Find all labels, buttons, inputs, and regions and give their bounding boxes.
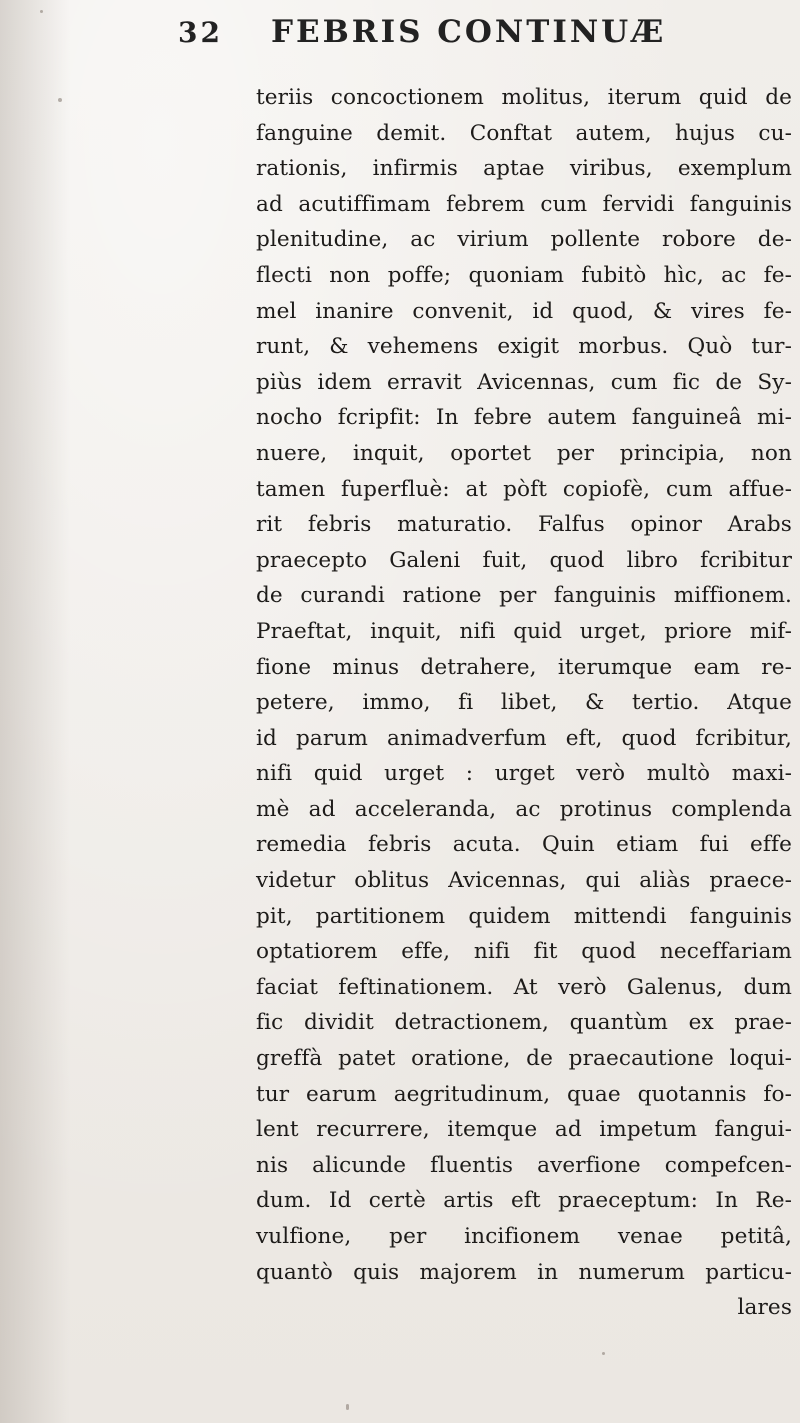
speck-mark — [40, 10, 43, 13]
text-line: nocho fcripfit: In febre autem fanguineâ mi- — [256, 405, 792, 431]
text-line: rationis, infirmis aptae viribus, exemplum — [256, 156, 792, 182]
text-line: rit febris maturatio. Falfus opinor Arabs — [256, 512, 792, 538]
text-line: plenitudine, ac virium pollente robore de- — [256, 227, 792, 253]
page-number: 32 — [178, 16, 223, 49]
speck-mark — [602, 1352, 605, 1355]
text-line: ad acutiffimam febrem cum fervidi fanguinis — [256, 191, 792, 217]
text-line: remedia febris acuta. Quin etiam fui effe — [256, 832, 792, 858]
text-line: dum. Id certè artis eft praeceptum: In Re- — [256, 1188, 792, 1214]
text-line: petere, immo, fi libet, & tertio. Atque — [256, 690, 792, 716]
text-line: nis alicunde fluentis averfione compefcen- — [256, 1152, 792, 1178]
speck-mark — [346, 1404, 349, 1410]
text-line: fanguine demit. Conftat autem, hujus cu- — [256, 120, 792, 146]
speck-mark — [58, 98, 62, 102]
running-header — [178, 14, 666, 50]
text-line: vulfione, per incifionem venae petitâ, — [256, 1224, 792, 1249]
binding-shadow — [0, 0, 70, 1423]
text-line: lent recurrere, itemque ad impetum fangui- — [256, 1117, 792, 1143]
text-line: nuere, inquit, oportet per principia, non — [256, 440, 792, 466]
text-line: piùs idem erravit Avicennas, cum fic de Sy- — [256, 369, 792, 395]
text-line: fione minus detrahere, iterumque eam re- — [256, 654, 792, 680]
text-line: mè ad acceleranda, ac protinus complenda — [256, 796, 792, 822]
text-line: pit, partitionem quidem mittendi fanguinis — [256, 903, 792, 929]
text-line: faciat feftinationem. At verò Galenus, dum — [256, 974, 792, 1000]
text-line: optatiorem effe, nifi fit quod neceffariam — [256, 939, 792, 965]
text-line: greffà patet oratione, de praecautione loqui- — [256, 1046, 792, 1072]
text-line: id parum animadverfum eft, quod fcribitur, — [256, 725, 792, 751]
text-line: teriis concoctionem molitus, iterum quid de — [256, 85, 792, 110]
text-line: runt, & vehemens exigit morbus. Quò tur- — [256, 334, 792, 360]
catchword: lares — [737, 1295, 792, 1321]
text-line: nifi quid urget : urget verò multò maxi- — [256, 761, 792, 787]
text-line: de curandi ratione per fanguinis miffionem. — [256, 583, 792, 609]
text-line: mel inanire convenit, id quod, & vires fe- — [256, 298, 792, 324]
text-line: Praeftat, inquit, nifi quid urget, priore mif- — [256, 618, 792, 644]
body-text — [256, 80, 792, 1326]
text-line: tamen fuperfluè: at pòft copiofè, cum affue- — [256, 476, 792, 502]
text-line: fic dividit detractionem, quantùm ex prae- — [256, 1010, 792, 1036]
text-line: tur earum aegritudinum, quae quotannis fo- — [256, 1081, 792, 1107]
running-title: FEBRIS CONTINUÆ — [270, 14, 667, 50]
text-line: quantò quis majorem in numerum particu- — [256, 1259, 792, 1285]
text-line: flecti non poffe; quoniam fubitò hìc, ac fe- — [256, 262, 792, 288]
text-line: videtur oblitus Avicennas, qui aliàs praece- — [256, 868, 792, 894]
text-line: praecepto Galeni fuit, quod libro fcribitur — [256, 547, 792, 573]
